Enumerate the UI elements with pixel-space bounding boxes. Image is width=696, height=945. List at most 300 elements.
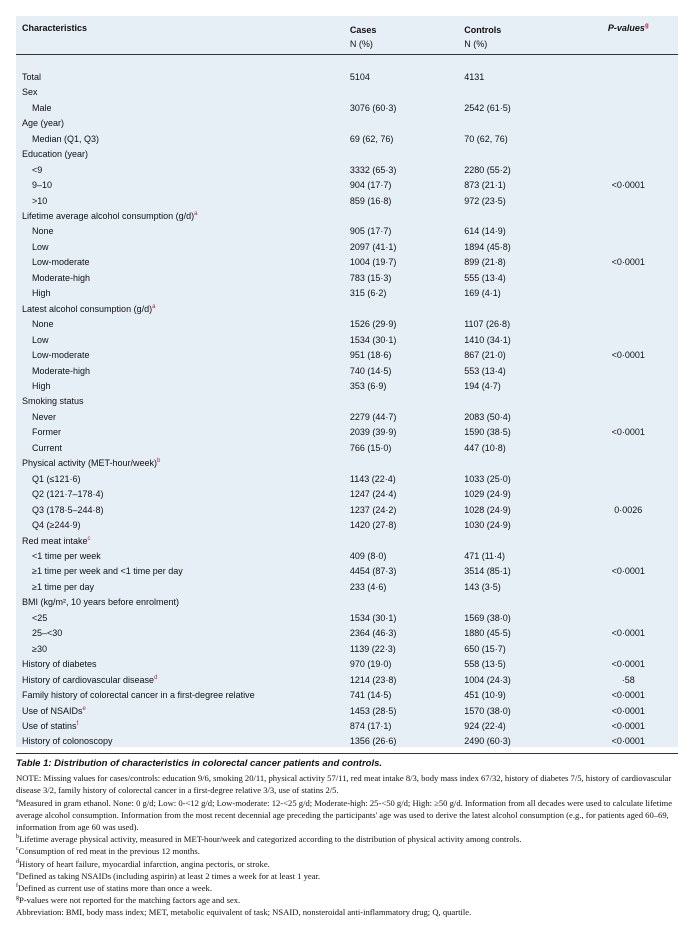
row-label-text: ≥30: [32, 643, 47, 654]
pvalue-cell: [579, 163, 678, 178]
row-label: [16, 163, 350, 178]
table-row: [16, 719, 678, 734]
cases-cell: 1534 (30·1): [349, 334, 397, 345]
footnote-text: Measured in gram ethanol. None: 0 g/d; Low: 0-<12 g/d; Low-moderate: 12-<25 g/d; Moderate-high: 25-<50 g/d; High: ≥50 g/d. Information from all decades were used to calculate lifetime average alcohol consumption. Information from the most recent decennial age preceding the participants' age was used to derive the latest alcohol consumption (e.g., for patients aged 60–69, information from age 60 was used).: [16, 797, 673, 833]
table-row: [16, 688, 678, 703]
row-label-text: None: [32, 319, 54, 330]
controls-cell: 1033 (25·0): [464, 473, 511, 484]
row-label: [16, 503, 350, 518]
pvalue-cell: <0·0001: [611, 736, 645, 747]
footnote: [16, 797, 678, 834]
row-label-text: Family history of colorectal cancer in a first-degree relative: [22, 690, 255, 701]
row-label-text: High: [32, 288, 51, 299]
row-label-text: Moderate-high: [32, 272, 91, 283]
table-row: [16, 255, 678, 270]
row-label-text: High: [32, 381, 51, 391]
pvalue-cell: [579, 441, 678, 456]
footnote: [16, 870, 678, 882]
controls-cell: 1894 (45·8): [464, 241, 511, 252]
table-row: [16, 85, 678, 100]
row-label: [16, 379, 350, 394]
pvalue-cell: [579, 209, 678, 224]
controls-cell: [464, 147, 578, 162]
row-label: [16, 178, 350, 193]
row-label-text: History of colonoscopy: [22, 736, 113, 747]
controls-cell: 972 (23·5): [464, 195, 506, 206]
controls-cell: [464, 394, 578, 409]
pvalue-cell: [579, 286, 678, 301]
row-label-text: Q1 (≤121·6): [32, 473, 81, 484]
table-row: [16, 642, 678, 657]
caption-footnotes: [16, 797, 678, 907]
row-label: [16, 255, 350, 270]
controls-cell: [464, 302, 578, 317]
row-label-text: Education (year): [22, 149, 89, 160]
controls-cell: 2490 (60·3): [464, 736, 511, 747]
controls-cell: 3514 (85·1): [464, 566, 511, 577]
row-label: [16, 704, 350, 719]
header-characteristics: Characteristics: [22, 23, 88, 33]
row-label: [16, 132, 350, 147]
controls-cell: 70 (62, 76): [464, 133, 508, 144]
footnote-text: Defined as taking NSAIDs (including aspirin) at least 2 times a week for at least 1 year.: [18, 870, 321, 881]
row-label-text: Latest alcohol consumption (g/d): [22, 303, 153, 314]
row-label: [16, 240, 350, 255]
row-label: [16, 611, 350, 626]
row-label: [16, 657, 350, 672]
table-row: [16, 580, 678, 595]
controls-cell: 614 (14·9): [464, 226, 506, 237]
cases-cell: 3332 (65·3): [349, 164, 397, 175]
footnote: [16, 894, 678, 906]
controls-cell: [464, 595, 578, 610]
header-controls-label: Controls: [464, 25, 502, 35]
row-footnote-mark: b: [157, 458, 161, 465]
cases-cell: 783 (15·3): [349, 272, 392, 283]
table-header: [16, 16, 678, 54]
row-label: [16, 456, 350, 471]
row-label: [16, 194, 350, 209]
caption-title: Table 1: Distribution of characteristics in colorectal cancer patients and controls.: [16, 753, 678, 770]
pvalue-cell: <0·0001: [611, 659, 645, 670]
cases-cell: [350, 456, 464, 471]
controls-cell: 471 (11·4): [464, 550, 506, 561]
pvalue-cell: [579, 642, 678, 657]
pvalue-cell: [579, 595, 678, 610]
pvalue-cell: [579, 549, 678, 564]
cases-cell: 1356 (26·6): [349, 736, 397, 747]
row-label-text: Age (year): [22, 118, 65, 129]
cases-cell: 905 (17·7): [349, 226, 392, 237]
table-row: [16, 704, 678, 719]
controls-cell: 451 (10·9): [464, 690, 506, 701]
row-label: [16, 518, 350, 533]
table-row: [16, 147, 678, 162]
cases-cell: 3076 (60·3): [349, 102, 397, 113]
row-label-text: Moderate-high: [32, 365, 91, 376]
footnote-mark: c: [16, 846, 19, 853]
footnote-mark: d: [16, 858, 19, 865]
cases-cell: 5104: [349, 71, 370, 82]
pvalue-cell: <0·0001: [611, 350, 645, 361]
cases-cell: 2364 (46·3): [349, 628, 397, 639]
pvalue-cell: <0·0001: [611, 628, 645, 639]
cases-cell: 1237 (24·2): [349, 504, 397, 515]
footnote-mark: g: [16, 895, 19, 902]
pvalue-cell: [579, 132, 678, 147]
cases-cell: 874 (17·1): [349, 720, 392, 731]
cases-cell: 409 (8·0): [349, 550, 387, 561]
table-row: [16, 379, 678, 394]
cases-cell: 4454 (87·3): [349, 566, 397, 577]
footnote-text: Defined as current use of statins more than once a week.: [18, 883, 213, 894]
controls-cell: 1590 (38·5): [464, 427, 511, 438]
cases-cell: 2039 (39·9): [349, 427, 397, 438]
cases-cell: 1004 (19·7): [349, 257, 397, 268]
cases-cell: 951 (18·6): [349, 350, 392, 361]
cases-cell: [350, 595, 464, 610]
pvalue-cell: [579, 240, 678, 255]
pvalue-cell: [579, 85, 678, 100]
cases-cell: [350, 534, 464, 549]
pvalue-cell: [579, 116, 678, 131]
table-caption: [16, 753, 678, 919]
row-footnote-mark: d: [154, 674, 158, 681]
footnote-text: Lifetime average physical activity, measured in MET-hour/week and categorized according to the distribution of physical activity among controls.: [19, 834, 522, 845]
row-footnote-mark: e: [82, 705, 86, 712]
row-label-text: <25: [32, 612, 48, 623]
pvalue-cell: [579, 317, 678, 332]
pvalue-cell: [579, 147, 678, 162]
footnote-mark: a: [16, 797, 19, 804]
table-row: [16, 286, 678, 301]
controls-cell: 447 (10·8): [464, 442, 506, 453]
table-row: [16, 209, 678, 224]
row-label: [16, 147, 350, 162]
cases-cell: 766 (15·0): [349, 442, 392, 453]
row-label: [16, 534, 350, 549]
controls-cell: 1410 (34·1): [464, 334, 511, 345]
controls-cell: [464, 456, 578, 471]
row-label: [16, 394, 350, 409]
pvalue-cell: <0·0001: [611, 690, 645, 701]
row-label-text: BMI (kg/m², 10 years before enrolment): [22, 597, 180, 608]
controls-cell: 1569 (38·0): [464, 612, 511, 623]
row-label: [16, 673, 350, 688]
cases-cell: 315 (6·2): [349, 288, 387, 299]
pvalue-cell: <0·0001: [611, 566, 645, 577]
cases-cell: 353 (6·9): [349, 381, 387, 391]
pvalue-cell: [579, 302, 678, 317]
table-row: [16, 101, 678, 116]
row-footnote-mark: c: [87, 535, 91, 542]
cases-cell: 233 (4·6): [349, 581, 387, 592]
controls-cell: [464, 85, 578, 100]
cases-cell: [350, 209, 464, 224]
row-label-text: Low-moderate: [32, 257, 90, 268]
cases-cell: 1247 (24·4): [349, 489, 397, 500]
footnote-text: Consumption of red meat in the previous 12 months.: [18, 846, 200, 857]
table-row: [16, 410, 678, 425]
controls-cell: [464, 116, 578, 131]
controls-cell: 2280 (55·2): [464, 164, 511, 175]
row-label-text: >10: [32, 195, 48, 206]
row-label-text: ≥1 time per week and <1 time per day: [32, 566, 183, 577]
pvalue-cell: [579, 394, 678, 409]
footnote: [16, 833, 678, 845]
cases-cell: [350, 85, 464, 100]
row-label: [16, 626, 350, 641]
table-row: [16, 626, 678, 641]
table-body: [16, 54, 678, 750]
row-label-text: Sex: [22, 87, 38, 98]
cases-cell: 1214 (23·8): [349, 674, 397, 685]
table-row: [16, 348, 678, 363]
row-footnote-mark: a: [194, 211, 198, 218]
row-label-text: Q4 (≥244·9): [32, 520, 81, 531]
controls-cell: 1030 (24·9): [464, 520, 511, 531]
controls-cell: 1004 (24·3): [464, 674, 511, 685]
controls-cell: 1028 (24·9): [464, 504, 511, 515]
pvalue-cell: [579, 70, 678, 85]
cases-cell: 1420 (27·8): [349, 520, 397, 531]
controls-cell: 924 (22·4): [464, 720, 506, 731]
controls-cell: 143 (3·5): [464, 581, 501, 592]
row-label-text: History of diabetes: [22, 659, 97, 670]
cases-cell: 859 (16·8): [349, 195, 392, 206]
table-row: [16, 734, 678, 749]
controls-cell: 169 (4·1): [464, 288, 501, 299]
cases-cell: 904 (17·7): [349, 180, 392, 191]
row-label: [16, 580, 350, 595]
cases-cell: [350, 302, 464, 317]
row-label: [16, 101, 350, 116]
row-label: [16, 425, 350, 440]
row-label-text: Never: [32, 411, 57, 422]
controls-cell: 1570 (38·0): [464, 705, 511, 716]
pvalue-cell: [579, 487, 678, 502]
cases-cell: [350, 116, 464, 131]
row-label-text: <9: [32, 164, 43, 175]
header-cases-unit: N (%): [349, 39, 373, 49]
header-cases-label: Cases: [349, 25, 377, 35]
table-row: [16, 425, 678, 440]
row-label-text: Red meat intake: [22, 535, 88, 546]
footnote: [16, 882, 678, 894]
table-row: [16, 364, 678, 379]
cases-cell: 970 (19·0): [349, 659, 392, 670]
cases-cell: 1143 (22·4): [349, 473, 396, 484]
table-row: [16, 224, 678, 239]
table-row: [16, 472, 678, 487]
row-label: [16, 549, 350, 564]
pvalue-cell: [579, 472, 678, 487]
row-label: [16, 487, 350, 502]
footnote-mark: e: [16, 870, 19, 877]
row-label-text: Total: [22, 71, 42, 82]
characteristics-table: [16, 16, 678, 750]
cases-cell: 2279 (44·7): [349, 411, 397, 422]
pvalue-cell: [579, 271, 678, 286]
row-label-text: History of cardiovascular disease: [22, 674, 155, 685]
table-row: [16, 116, 678, 131]
pvalue-cell: [579, 379, 678, 394]
pvalue-cell: 0·0026: [614, 504, 643, 515]
row-label: [16, 642, 350, 657]
table-row: [16, 194, 678, 209]
controls-cell: 558 (13·5): [464, 659, 506, 670]
controls-cell: 553 (13·4): [464, 365, 506, 376]
table-row: [16, 163, 678, 178]
row-label: [16, 595, 350, 610]
row-label-text: Male: [32, 102, 52, 113]
pvalue-cell: [579, 518, 678, 533]
pvalue-cell: [579, 456, 678, 471]
row-label: [16, 302, 350, 317]
row-label-text: <1 time per week: [32, 550, 101, 561]
table-row: [16, 549, 678, 564]
table-row: [16, 394, 678, 409]
table-row: [16, 70, 678, 85]
row-footnote-mark: a: [152, 303, 156, 310]
row-label: [16, 441, 350, 456]
controls-cell: 555 (13·4): [464, 272, 506, 283]
row-label-text: 9–10: [32, 180, 53, 191]
header-controls-unit: N (%): [464, 39, 488, 49]
header-controls: [464, 16, 578, 54]
table-row: [16, 657, 678, 672]
row-label-text: Physical activity (MET-hour/week): [22, 458, 158, 469]
row-label: [16, 116, 350, 131]
table-row: [16, 302, 678, 317]
cases-cell: 741 (14·5): [349, 690, 392, 701]
pvalue-cell: <0·0001: [611, 705, 645, 716]
caption-note: NOTE: Missing values for cases/controls: education 9/6, smoking 20/11, physical activity 57/11, red meat intake 8/3, body mass index 67/32, history of diabetes 7/5, history of cardiovascular disease 3/2, family history of colorectal cancer in a first-degree relative 3/3, use of statins 2/5.: [16, 773, 672, 796]
cases-cell: 1453 (28·5): [349, 705, 397, 716]
table-row: [16, 611, 678, 626]
header-cases: [350, 16, 464, 54]
row-label: [16, 85, 350, 100]
table-row: [16, 487, 678, 502]
cases-cell: 1526 (29·9): [349, 319, 397, 330]
row-label: [16, 410, 350, 425]
controls-cell: 899 (21·8): [464, 257, 506, 268]
pvalue-cell: <0·0001: [611, 720, 645, 731]
cases-cell: [350, 394, 464, 409]
pvalue-cell: [579, 194, 678, 209]
row-label: [16, 734, 350, 749]
table-row: [16, 333, 678, 348]
row-label-text: ≥1 time per day: [32, 581, 94, 592]
row-label-text: Lifetime average alcohol consumption (g/d): [22, 211, 195, 222]
controls-cell: 2542 (61·5): [464, 102, 511, 113]
pvalue-cell: [579, 101, 678, 116]
row-label: [16, 333, 350, 348]
table-row: [16, 534, 678, 549]
pvalue-cell: [579, 224, 678, 239]
row-footnote-mark: f: [76, 720, 79, 727]
row-label-text: 25–<30: [32, 628, 63, 639]
footnote-text: History of heart failure, myocardial infarction, angina pectoris, or stroke.: [19, 858, 270, 869]
row-label: [16, 209, 350, 224]
pvalue-cell: [579, 534, 678, 549]
row-label: [16, 719, 350, 734]
footnote-mark: b: [16, 834, 19, 841]
row-label-text: Former: [32, 427, 61, 438]
pvalue-cell: <0·0001: [611, 427, 645, 438]
row-label-text: Q3 (178·5–244·8): [32, 504, 104, 515]
controls-cell: 1107 (26·8): [464, 319, 511, 330]
table-row: [16, 178, 678, 193]
table-row: [16, 518, 678, 533]
controls-cell: 2083 (50·4): [464, 411, 511, 422]
table-row: [16, 240, 678, 255]
row-label-text: None: [32, 226, 54, 237]
row-label-text: Median (Q1, Q3): [32, 133, 100, 144]
row-label-text: Low-moderate: [32, 350, 90, 361]
header-pvalues-footnote: g: [644, 23, 649, 29]
caption-abbreviation: Abbreviation: BMI, body mass index; MET, metabolic equivalent of task; NSAID, nonsteroidal anti-inflammatory drug; Q, quartile.: [16, 907, 472, 918]
row-label-text: Low: [32, 334, 49, 345]
controls-cell: 194 (4·7): [464, 381, 501, 391]
row-label-text: Current: [32, 442, 63, 453]
row-label: [16, 317, 350, 332]
controls-cell: [464, 534, 578, 549]
footnote: [16, 845, 678, 857]
pvalue-cell: <0·0001: [611, 257, 645, 268]
row-label: [16, 286, 350, 301]
row-label-text: Use of NSAIDs: [22, 705, 83, 716]
table-row: [16, 595, 678, 610]
footnote: [16, 858, 678, 870]
table-row: [16, 673, 678, 688]
controls-cell: 4131: [464, 71, 485, 82]
row-label: [16, 364, 350, 379]
pvalue-cell: [579, 364, 678, 379]
pvalue-cell: [579, 611, 678, 626]
row-label: [16, 688, 350, 703]
footnote-text: P-values were not reported for the matching factors age and sex.: [19, 895, 241, 906]
pvalue-cell: [579, 333, 678, 348]
row-label-text: Use of statins: [22, 720, 77, 731]
pvalue-cell: <0·0001: [611, 180, 645, 191]
characteristics-table-panel: [16, 16, 678, 747]
controls-cell: 1880 (45·5): [464, 628, 511, 639]
table-spacer-cell: [16, 54, 678, 70]
row-label: [16, 224, 350, 239]
table-row: [16, 456, 678, 471]
controls-cell: 867 (21·0): [464, 350, 506, 361]
table-row: [16, 503, 678, 518]
row-label: [16, 70, 350, 85]
controls-cell: 1029 (24·9): [464, 489, 511, 500]
cases-cell: 69 (62, 76): [349, 133, 394, 144]
table-row: [16, 271, 678, 286]
header-pvalues-label: P-values: [607, 23, 645, 33]
table-row: [16, 317, 678, 332]
row-label: [16, 348, 350, 363]
controls-cell: 873 (21·1): [464, 180, 506, 191]
table-row: [16, 441, 678, 456]
row-label-text: Low: [32, 241, 49, 252]
pvalue-cell: [579, 410, 678, 425]
row-label: [16, 564, 350, 579]
row-label-text: Smoking status: [22, 396, 84, 407]
cases-cell: 1139 (22·3): [349, 643, 396, 654]
controls-cell: 650 (15·7): [464, 643, 506, 654]
row-label: [16, 271, 350, 286]
cases-cell: [350, 147, 464, 162]
